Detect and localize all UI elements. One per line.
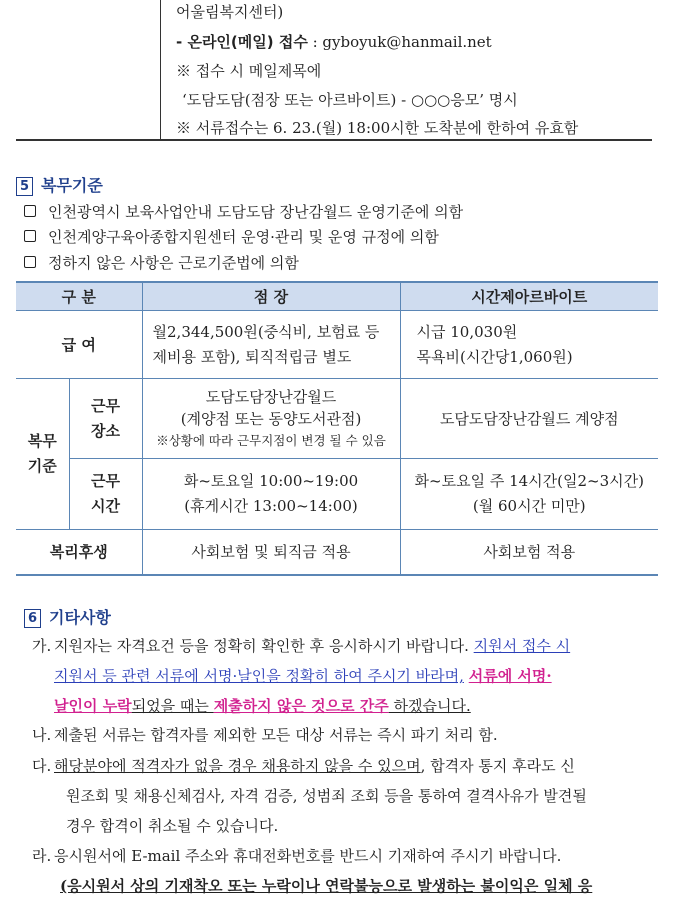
online-separator: : [307,33,323,51]
square-bullet-icon [24,256,36,268]
ga-blue-1: 지원서 접수 시 [473,637,571,655]
duty-bullet-1 [24,201,463,222]
ga-text-2: 되었을 때는 [131,697,214,715]
header-part-time: 시간제아르바이트 [400,282,658,311]
table-row-welfare [16,530,658,575]
online-label: - 온라인(메일) 접수 [176,33,308,51]
ga-magenta-1: 서류에 서명· [468,667,552,685]
time-label-line1: 근무 [91,472,120,490]
table-row-time [16,459,658,530]
item-marker-na: 나. [32,726,52,744]
place-manager-note: ※상황에 따라 근무지점이 변경 될 수 있음 [156,432,386,448]
duty-group-label: 복무 기준 [27,432,57,475]
online-email[interactable]: gyboyuk@hanmail.net [322,33,492,51]
row-label-pay: 급 여 [16,311,142,379]
pay-manager-line2: 제비용 포함), 퇴직적립금 별도 [152,347,352,366]
row-label-welfare: 복리후생 [16,530,142,575]
etc-item-ra [32,841,658,901]
table-row-place [16,379,658,459]
place-manager-line2: (계양점 또는 동양도서관점) [180,409,362,428]
place-label-line1: 근무 [91,396,120,415]
da-underlined: 해당분야에 적격자가 없을 경우 채용하지 않을 수 있으며 [54,757,421,775]
place-manager [142,379,400,459]
submission-note-2: ‘도담도담(점장 또는 아르바이트) - ○○○응모’ 명시 [182,91,518,109]
ga-blue-2: 지원서 등 관련 서류에 서명·날인을 정확히 하여 주시기 바라며, [54,667,464,685]
etc-item-ga [32,631,658,721]
etc-item-na [32,720,658,750]
section-6-heading [24,605,111,628]
section-5-heading [16,173,103,196]
place-manager-line1: 도담도담장난감월드 [205,387,337,406]
bullet-text: 인천계양구육아종합지원센터 운영·관리 및 운영 규정에 의함 [48,228,439,246]
place-part-time: 도담도담장난감월드 계양점 [400,379,658,459]
table-bottom-border [16,139,652,141]
place-label-line2: 장소 [91,421,120,440]
ga-text-3: 하겠습니다. [388,697,471,715]
time-label-line2: 시간 [91,497,120,515]
pay-part-line1: 시급 10,030원 [416,322,518,341]
table-column-divider [160,0,161,140]
section-6-title: 기타사항 [49,608,111,627]
square-bullet-icon [24,230,36,242]
da-text-3: 경우 합격이 취소될 수 있습니다. [66,817,279,835]
pay-part-line2: 목욕비(시간당1,060원) [416,347,573,366]
item-marker-ga: 가. [32,637,52,655]
ga-magenta-2: 날인이 누락 [54,697,132,715]
pay-manager [142,311,400,379]
ra-note-cut: (응시원서 상의 기재착오 또는 누락이나 연락불능으로 발생하는 불이익은 일체 응 [60,877,593,895]
duty-standard-table [16,281,658,576]
ga-magenta-3: 제출하지 않은 것으로 간주 [213,697,389,715]
ga-text-1: 지원자는 자격요건 등을 정확히 확인한 후 응시하시기 바랍니다. [54,637,474,655]
bullet-text: 인천광역시 보육사업안내 도담도담 장난감월드 운영기준에 의함 [48,203,464,221]
submission-note-3: ※ 서류접수는 6. 23.(월) 18:00시한 도착분에 한하여 유효함 [176,119,579,137]
welfare-manager: 사회보험 및 퇴직금 적용 [142,530,400,575]
welfare-part-time: 사회보험 적용 [400,530,658,575]
row-label-time [69,459,142,530]
pay-manager-line1: 월2,344,500원(중식비, 보험료 등 [152,322,380,341]
duty-bullet-3 [24,252,299,273]
da-text-1: , 합격자 통지 후라도 신 [420,757,575,775]
na-text: 제출된 서류는 합격자를 제외한 모든 대상 서류는 즉시 파기 처리 함. [54,726,498,744]
square-bullet-icon [24,205,36,217]
header-category: 구 분 [16,282,142,311]
pay-part-time [400,311,658,379]
row-label-place [69,379,142,459]
table-row-pay [16,311,658,379]
submission-note-1: ※ 접수 시 메일제목에 [176,62,322,80]
table-header-row [16,282,658,311]
etc-item-da [32,751,658,841]
item-marker-ra: 라. [32,847,52,865]
time-part-line2: (월 60시간 미만) [472,497,586,515]
item-marker-da: 다. [32,757,52,775]
duty-bullet-2 [24,226,439,247]
section-5-number: 5 [16,177,33,196]
time-manager [142,459,400,530]
ra-text: 응시원서에 E-mail 주소와 휴대전화번호를 반드시 기재하여 주시기 바랍니다. [54,847,562,865]
bullet-text: 정하지 않은 사항은 근로기준법에 의함 [48,254,299,272]
time-manager-line1: 화~토요일 10:00~19:00 [183,472,359,490]
header-manager: 점 장 [142,282,400,311]
row-group-duty [16,379,69,530]
center-name-continuation: 어울림복지센터) [176,3,284,21]
time-manager-line2: (휴게시간 13:00~14:00) [184,497,358,515]
online-submission [176,31,492,52]
time-part-line1: 화~토요일 주 14시간(일2~3시간) [414,472,644,490]
section-5-title: 복무기준 [41,176,103,195]
section-6-number: 6 [24,609,41,628]
time-part-time [400,459,658,530]
da-text-2: 원조회 및 채용신체검사, 자격 검증, 성범죄 조회 등을 통하여 결격사유가 발견될 [66,787,587,805]
